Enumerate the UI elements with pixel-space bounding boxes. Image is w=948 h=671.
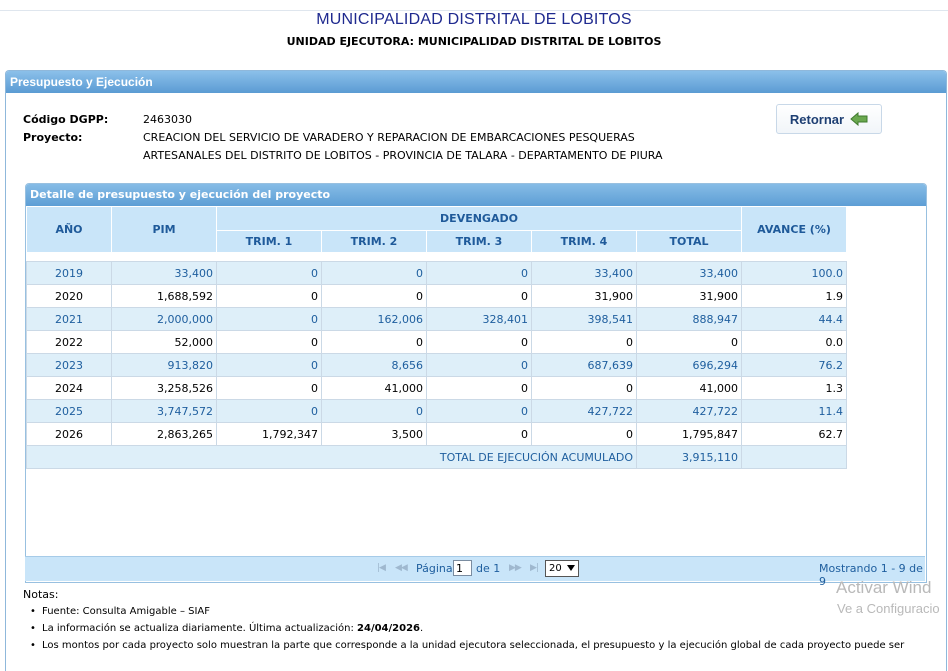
cell-trim1: 0 <box>217 354 322 377</box>
cell-trim4: 0 <box>532 423 637 446</box>
header-devengado: DEVENGADO <box>217 207 742 231</box>
cell-total: 33,400 <box>637 262 742 285</box>
cell-trim3: 0 <box>427 423 532 446</box>
cell-total: 31,900 <box>637 285 742 308</box>
cell-trim4: 0 <box>532 377 637 400</box>
cell-year: 2024 <box>27 377 112 400</box>
cell-avance: 0.0 <box>742 331 847 354</box>
note-item: • Los montos por cada proyecto solo muestran la parte que corresponde a la unidad ejecutora seleccionada, el presupuesto y la ejecución global de cada proyecto puede ser <box>36 637 904 654</box>
cell-total: 427,722 <box>637 400 742 423</box>
cell-trim2: 0 <box>322 262 427 285</box>
header-pim[interactable]: PIM <box>112 207 217 253</box>
cell-avance: 62.7 <box>742 423 847 446</box>
cell-trim2: 41,000 <box>322 377 427 400</box>
cell-year: 2022 <box>27 331 112 354</box>
update-date: 24/04/2026 <box>357 623 420 634</box>
cell-trim4: 687,639 <box>532 354 637 377</box>
cell-trim1: 0 <box>217 377 322 400</box>
cell-pim: 3,258,526 <box>112 377 217 400</box>
header-trim2[interactable]: TRIM. 2 <box>322 231 427 253</box>
prev-page-icon[interactable]: ◀◀ <box>395 563 407 573</box>
page-number-input[interactable] <box>453 560 472 576</box>
cell-trim3: 0 <box>427 285 532 308</box>
cell-trim2: 0 <box>322 285 427 308</box>
cell-pim: 913,820 <box>112 354 217 377</box>
last-page-icon[interactable]: ▶| <box>530 563 538 573</box>
return-label: Retornar <box>789 111 845 127</box>
cell-year: 2020 <box>27 285 112 308</box>
next-page-icon[interactable]: ▶▶ <box>509 563 521 573</box>
cell-pim: 52,000 <box>112 331 217 354</box>
total-row <box>27 446 847 469</box>
cell-pim: 3,747,572 <box>112 400 217 423</box>
page-title: MUNICIPALIDAD DISTRITAL DE LOBITOS <box>316 11 632 28</box>
budget-grid <box>25 183 927 583</box>
cell-trim3: 0 <box>427 377 532 400</box>
cell-trim4: 31,900 <box>532 285 637 308</box>
cell-year: 2021 <box>27 308 112 331</box>
cell-total: 41,000 <box>637 377 742 400</box>
activation-watermark-title: Activar Wind <box>836 578 932 597</box>
cell-avance: 1.3 <box>742 377 847 400</box>
table-row[interactable] <box>27 423 847 446</box>
table-row[interactable] <box>27 285 847 308</box>
table-row[interactable] <box>27 377 847 400</box>
cell-total: 696,294 <box>637 354 742 377</box>
page-label: Página <box>416 562 453 575</box>
cell-avance: 100.0 <box>742 262 847 285</box>
cell-avance: 76.2 <box>742 354 847 377</box>
note-text: La información se actualiza diariamente. Última actualización: <box>42 623 358 634</box>
cell-total: 0 <box>637 331 742 354</box>
cell-pim: 1,688,592 <box>112 285 217 308</box>
rows-per-page-value: 20 <box>549 563 562 574</box>
table-row[interactable] <box>27 308 847 331</box>
cell-pim: 2,863,265 <box>112 423 217 446</box>
cell-trim1: 0 <box>217 331 322 354</box>
codigo-value: 2463030 <box>143 113 192 126</box>
cell-trim3: 0 <box>427 331 532 354</box>
codigo-label: Código DGPP: <box>23 113 109 126</box>
cell-trim3: 0 <box>427 354 532 377</box>
cell-year: 2026 <box>27 423 112 446</box>
cell-trim4: 0 <box>532 331 637 354</box>
cell-year: 2025 <box>27 400 112 423</box>
total-value: 3,915,110 <box>637 446 742 469</box>
table-row[interactable] <box>27 262 847 285</box>
cell-trim2: 162,006 <box>322 308 427 331</box>
header-trim3[interactable]: TRIM. 3 <box>427 231 532 253</box>
first-page-icon[interactable]: |◀ <box>377 563 385 573</box>
table-row[interactable] <box>27 354 847 377</box>
page-of-label: de 1 <box>476 562 501 575</box>
table-row[interactable] <box>27 400 847 423</box>
return-button[interactable] <box>776 104 882 134</box>
cell-year: 2023 <box>27 354 112 377</box>
cell-pim: 2,000,000 <box>112 308 217 331</box>
header-avance[interactable]: AVANCE (%) <box>742 207 847 253</box>
total-label: TOTAL DE EJECUCIÓN ACUMULADO <box>27 446 637 469</box>
note-item: • Fuente: Consulta Amigable – SIAF <box>36 603 904 620</box>
note-item <box>36 620 904 637</box>
proyecto-label: Proyecto: <box>23 131 83 144</box>
rows-per-page-select[interactable] <box>545 560 579 577</box>
page-subtitle: UNIDAD EJECUTORA: MUNICIPALIDAD DISTRITAL DE LOBITOS <box>286 35 662 48</box>
cell-trim3: 328,401 <box>427 308 532 331</box>
cell-year: 2019 <box>27 262 112 285</box>
table-row[interactable] <box>27 331 847 354</box>
cell-trim3: 0 <box>427 262 532 285</box>
records-summary: Mostrando 1 - 9 de 9 <box>819 562 923 588</box>
pager-bar <box>25 556 925 588</box>
cell-avance: 11.4 <box>742 400 847 423</box>
cell-total: 1,795,847 <box>637 423 742 446</box>
cell-avance: 1.9 <box>742 285 847 308</box>
cell-total: 888,947 <box>637 308 742 331</box>
cell-trim2: 3,500 <box>322 423 427 446</box>
header-trim4[interactable]: TRIM. 4 <box>532 231 637 253</box>
activation-watermark-subtitle: Ve a Configuracio <box>837 601 940 616</box>
budget-table <box>26 206 847 469</box>
cell-pim: 33,400 <box>112 262 217 285</box>
cell-trim1: 1,792,347 <box>217 423 322 446</box>
notes-title: Notas: <box>23 588 59 601</box>
header-total[interactable]: TOTAL <box>637 231 742 253</box>
cell-trim2: 8,656 <box>322 354 427 377</box>
proyecto-value: CREACION DEL SERVICIO DE VARADERO Y REPARACION DE EMBARCACIONES PESQUERAS ARTESANALES DEL DISTRITO DE LOBITOS - PROVINCIA DE TALARA - DEPARTAMENTO DE PIURA <box>143 131 663 162</box>
cell-trim4: 427,722 <box>532 400 637 423</box>
chevron-down-icon <box>567 563 575 574</box>
header-trim1[interactable]: TRIM. 1 <box>217 231 322 253</box>
cell-trim4: 33,400 <box>532 262 637 285</box>
cell-trim1: 0 <box>217 308 322 331</box>
cell-avance: 44.4 <box>742 308 847 331</box>
notes-section <box>23 588 904 654</box>
panel-title: Presupuesto y Ejecución <box>6 71 946 93</box>
header-year[interactable]: AÑO <box>27 207 112 253</box>
cell-trim1: 0 <box>217 400 322 423</box>
cell-trim2: 0 <box>322 331 427 354</box>
cell-trim4: 398,541 <box>532 308 637 331</box>
cell-trim2: 0 <box>322 400 427 423</box>
total-avance-empty <box>742 446 847 469</box>
budget-panel <box>5 70 947 671</box>
note-suffix: . <box>420 623 424 634</box>
arrow-left-icon <box>850 112 868 126</box>
cell-trim3: 0 <box>427 400 532 423</box>
cell-trim1: 0 <box>217 262 322 285</box>
grid-caption: Detalle de presupuesto y ejecución del proyecto <box>26 184 926 206</box>
cell-trim1: 0 <box>217 285 322 308</box>
